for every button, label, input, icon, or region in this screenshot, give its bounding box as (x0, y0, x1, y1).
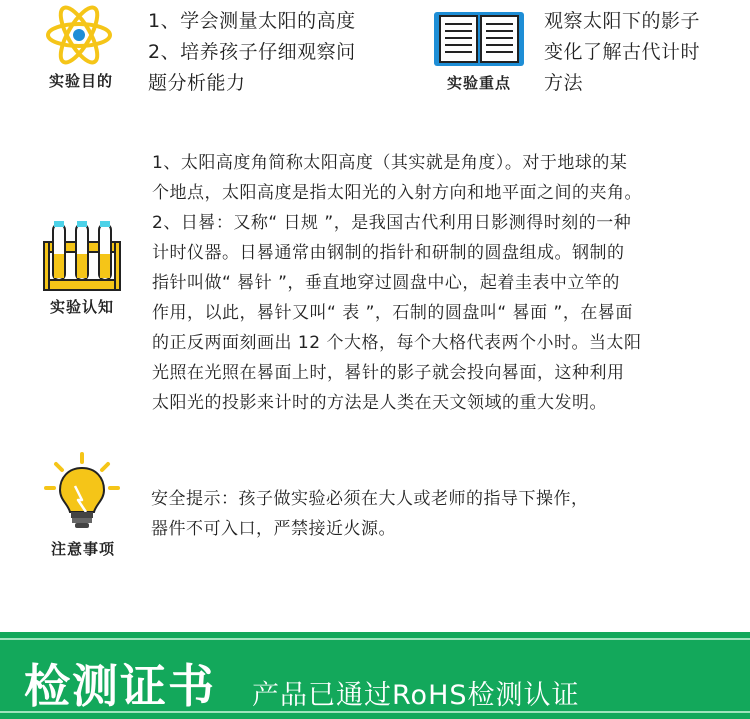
knowledge-label: 实验认知 (49, 298, 114, 316)
focus-text (544, 6, 700, 99)
notice-text (151, 484, 589, 544)
knowledge-line: 1、太阳高度角简称太阳高度（其实就是角度）。对于地球的某 (152, 153, 628, 173)
purpose-line: 1、学会测量太阳的高度 (148, 10, 356, 32)
knowledge-line: 的正反两面刻画出 12 个大格，每个大格代表两个小时。当太阳 (152, 333, 642, 353)
purpose-line: 题分析能力 (148, 72, 246, 94)
knowledge-line: 作用，以此，晷针又叫“ 表 ”，石制的圆盘叫“ 晷面 ”，在晷面 (152, 303, 633, 323)
notice-label: 注意事项 (50, 540, 115, 558)
knowledge-line: 计时仪器。日晷通常由钢制的指针和研制的圆盘组成。钢制的 (152, 243, 625, 263)
focus-line: 变化了解古代计时 (544, 41, 701, 63)
footer-subtitle: 产品已通过RoHS检测认证 (252, 680, 580, 711)
test-tube-rack-icon (42, 218, 122, 294)
book-icon (432, 8, 526, 70)
focus-line: 观察太阳下的影子 (544, 10, 701, 32)
notice-line: 器件不可入口，严禁接近火源。 (151, 519, 396, 539)
knowledge-line: 指针叫做“ 晷针 ”，垂直地穿过圆盘中心，起着圭表中立竿的 (152, 273, 620, 293)
knowledge-line: 光照在光照在晷面上时，晷针的影子就会投向晷面，这种利用 (152, 363, 625, 383)
purpose-text (148, 6, 356, 99)
lightbulb-icon (42, 452, 122, 534)
purpose-label: 实验目的 (48, 72, 113, 90)
knowledge-line: 2、日晷：又称“ 日规 ”，是我国古代利用日影测得时刻的一种 (152, 213, 632, 233)
footer-frame (0, 638, 750, 713)
purpose-line: 2、培养孩子仔细观察问 (148, 41, 356, 63)
knowledge-text (152, 148, 642, 418)
notice-line: 安全提示：孩子做实验必须在大人或老师的指导下操作， (151, 489, 589, 509)
knowledge-line: 个地点，太阳高度是指太阳光的入射方向和地平面之间的夹角。 (152, 183, 642, 203)
footer-title: 检测证书 (24, 659, 216, 713)
focus-label: 实验重点 (446, 74, 511, 92)
focus-line: 方法 (544, 72, 584, 94)
footer-banner (0, 632, 750, 719)
atom-icon (44, 2, 114, 68)
knowledge-line: 太阳光的投影来计时的方法是人类在天文领域的重大发明。 (152, 393, 607, 413)
